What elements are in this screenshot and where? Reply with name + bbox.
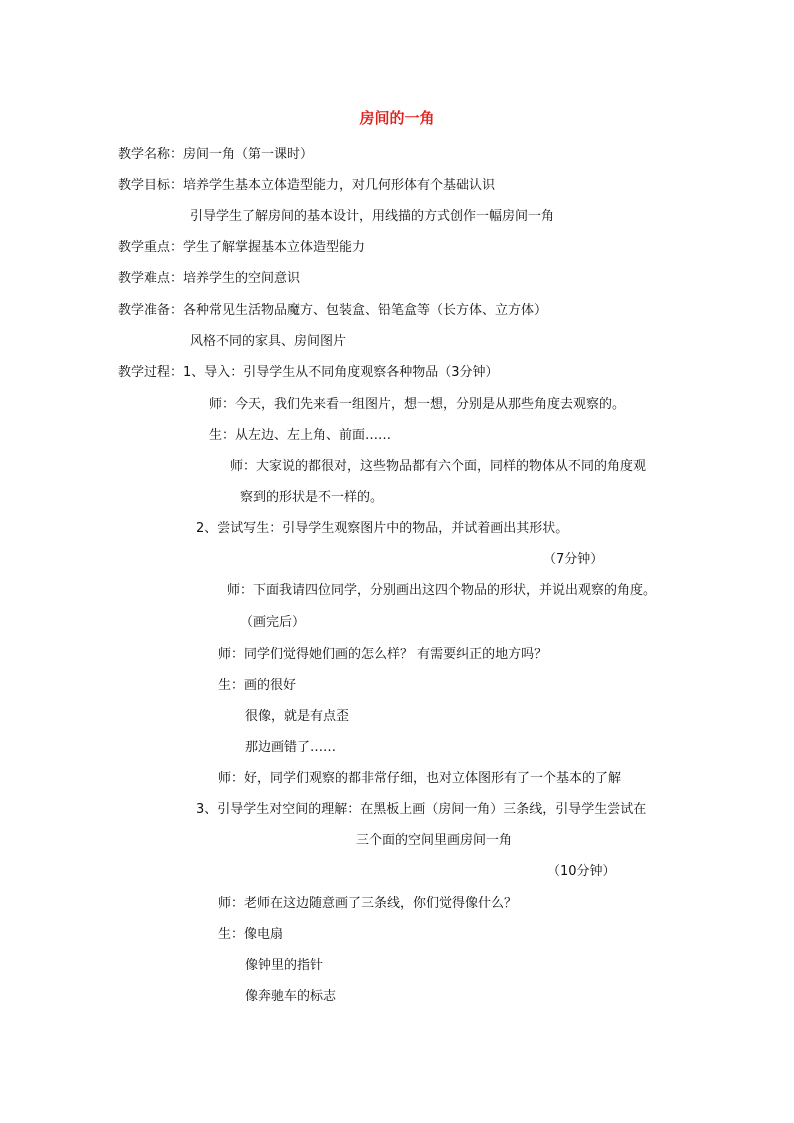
text-line: 像钟里的指针 [245,958,324,973]
text-line: 很像，就是有点歪 [245,709,350,724]
text-line: （画完后） [240,615,306,630]
text-line: 教学难点：培养学生的空间意识 [118,271,301,286]
text-line: 教学过程：1、导入：引导学生从不同角度观察各种物品（3分钟） [118,365,499,380]
text-line: 察到的形状是不一样的。 [240,490,384,505]
text-line: 像奔驰车的标志 [245,989,337,1004]
text-line: 2、尝试写生：引导学生观察图片中的物品，并试着画出其形状。 [196,521,569,536]
text-line: 师：大家说的都很对，这些物品都有六个面，同样的物体从不同的角度观 [230,459,647,474]
text-line: 3、引导学生对空间的理解：在黑板上画（房间一角）三条线，引导学生尝试在 [196,802,647,817]
text-line: 教学目标：培养学生基本立体造型能力，对几何形体有个基础认识 [118,178,496,193]
text-line: 引导学生了解房间的基本设计，用线描的方式创作一幅房间一角 [190,209,555,224]
text-line: 三个面的空间里画房间一角 [356,833,513,848]
text-line: 那边画错了…… [245,740,337,755]
text-line: 生：画的很好 [218,678,297,693]
text-line: 师：同学们觉得她们画的怎么样？ 有需要纠正的地方吗？ [218,647,548,662]
text-line: （10分钟） [547,864,616,879]
text-line: 教学重点：学生了解掌握基本立体造型能力 [118,240,366,255]
text-line: （7分钟） [543,552,604,567]
text-line: 师：下面我请四位同学，分别画出这四个物品的形状，并说出观察的角度。 [227,583,657,598]
text-line: 师：老师在这边随意画了三条线，你们觉得像什么？ [218,896,518,911]
text-line: 教学名称：房间一角（第一课时） [118,147,314,162]
document-title: 房间的一角 [359,109,435,127]
text-line: 生：从左边、左上角、前面…… [209,428,392,443]
text-line: 风格不同的家具、房间图片 [190,334,347,349]
text-line: 生：像电扇 [218,927,284,942]
text-line: 师：今天，我们先来看一组图片，想一想，分别是从那些角度去观察的。 [209,397,626,412]
text-line: 教学准备：各种常见生活物品魔方、包装盒、铅笔盒等（长方体、立方体） [118,303,548,318]
text-line: 师：好，同学们观察的都非常仔细，也对立体图形有了一个基本的了解 [218,771,622,786]
